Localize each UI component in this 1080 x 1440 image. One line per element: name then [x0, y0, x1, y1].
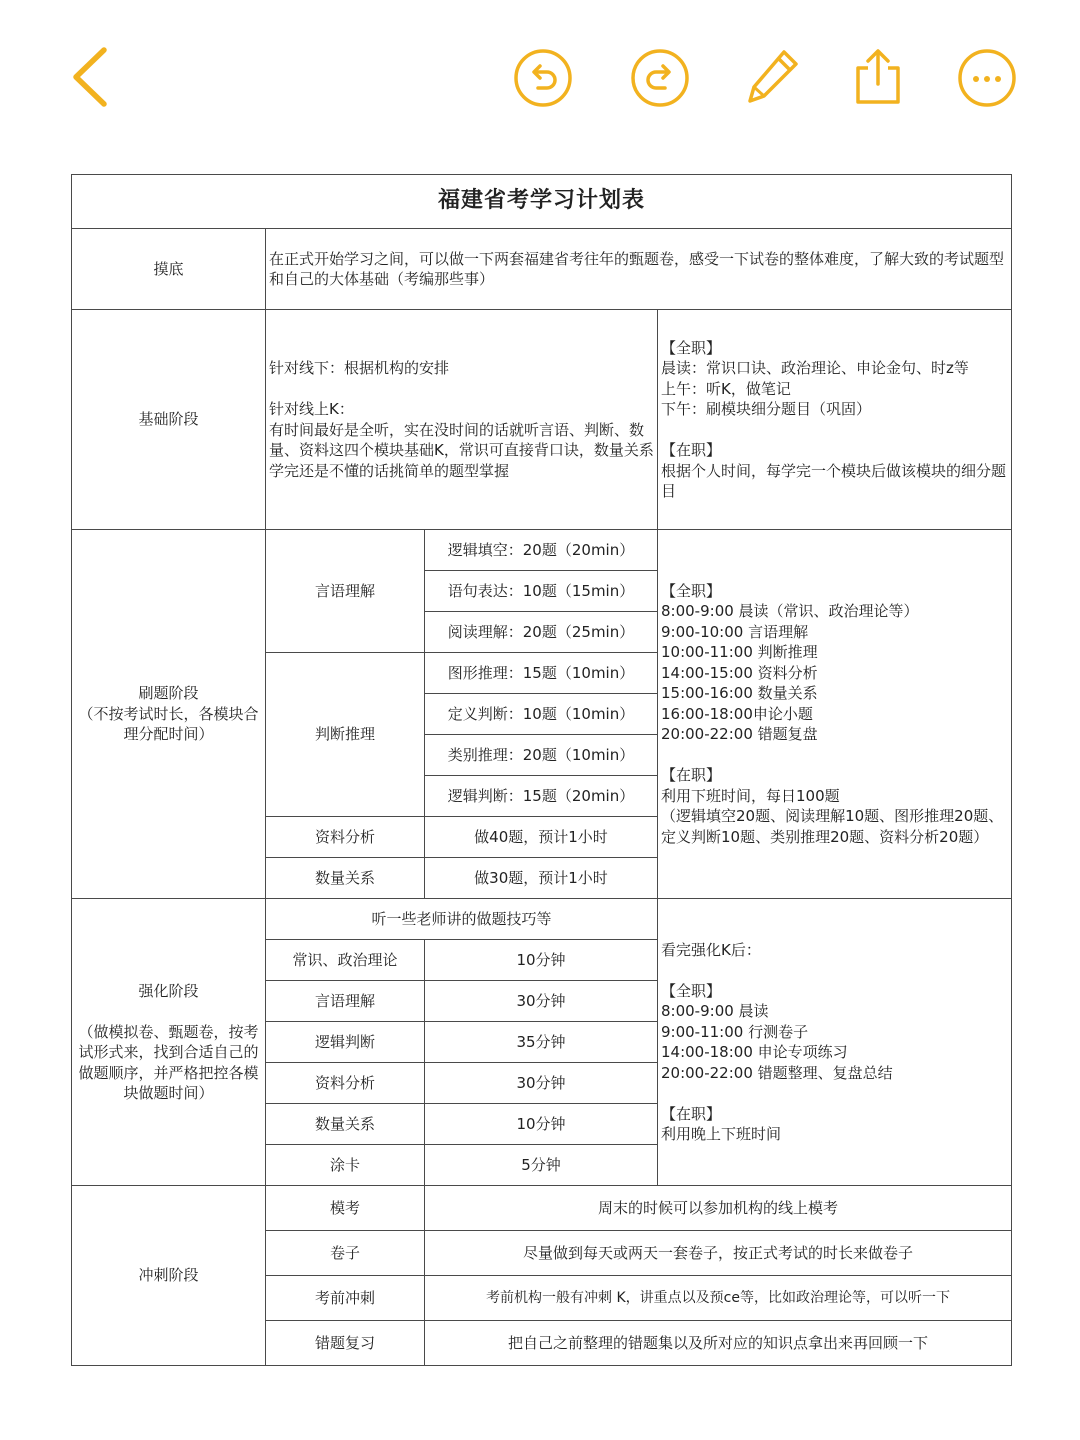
more-button[interactable] — [957, 48, 1017, 108]
table-title: 福建省考学习计划表 — [72, 175, 1012, 229]
qianghua-module: 涂卡 — [266, 1145, 425, 1186]
stage-qianghua: 强化阶段 （做模拟卷、甄题卷，按考试形式来，找到合适自己的做题顺序，并严格把控各模块做题时间） — [72, 899, 266, 1186]
mudi-content: 在正式开始学习之间，可以做一下两套福建省考往年的甄题卷，感受一下试卷的整体难度，了解大致的考试题型和自己的大体基础（考编那些事） — [266, 229, 1012, 310]
chongci-item: 卷子 — [266, 1231, 425, 1276]
chongci-content: 考前机构一般有冲刺 K，讲重点以及预ce等，比如政治理论等，可以听一下 — [425, 1276, 1012, 1321]
stage-jichu: 基础阶段 — [72, 310, 266, 530]
undo-button[interactable] — [513, 48, 573, 108]
shuati-right: 【全职】 8:00-9:00 晨读（常识、政治理论等） 9:00-10:00 言语理解 10:00-11:00 判断推理 14:00-15:00 资料分析 15:00-16:00 数量关系 16:00-18:00申论小题 20:00-22:00 错题复盘 【在职】 利用下班时间，每日100题 （逻辑填空20题、阅读理解10题、图形推理20题、定义判断10题、类别推理20题、资料分析20题） — [658, 530, 1012, 899]
share-icon — [850, 46, 906, 108]
qianghua-header: 听一些老师讲的做题技巧等 — [266, 899, 658, 940]
chongci-content: 尽量做到每天或两天一套卷子，按正式考试的时长来做卷子 — [425, 1231, 1012, 1276]
chongci-item: 错题复习 — [266, 1321, 425, 1366]
qianghua-module: 资料分析 — [266, 1063, 425, 1104]
qianghua-module: 数量关系 — [266, 1104, 425, 1145]
more-icon — [957, 48, 1017, 108]
yanyu-item: 语句表达：10题（15min） — [425, 571, 658, 612]
back-button[interactable] — [62, 44, 122, 110]
jichu-right: 【全职】 晨读：常识口诀、政治理论、申论金句、时z等 上午：听K，做笔记 下午：刷模块细分题目（巩固） 【在职】 根据个人时间，每学完一个模块后做该模块的细分题目 — [658, 310, 1012, 530]
jichu-left: 针对线下：根据机构的安排 针对线上K： 有时间最好是全听，实在没时间的话就听言语、判断、数量、资料这四个模块基础K，常识可直接背口诀，数量关系学完还是不懂的话挑简单的题型掌握 — [266, 310, 658, 530]
pencil-icon — [742, 46, 802, 108]
study-plan-table — [71, 174, 1012, 1366]
share-button[interactable] — [850, 46, 906, 108]
chongci-content: 周末的时候可以参加机构的线上模考 — [425, 1186, 1012, 1231]
panduan-item: 逻辑判断：15题（20min） — [425, 776, 658, 817]
chongci-content: 把自己之前整理的错题集以及所对应的知识点拿出来再回顾一下 — [425, 1321, 1012, 1366]
qianghua-module: 言语理解 — [266, 981, 425, 1022]
module-ziliao: 资料分析 — [266, 817, 425, 858]
module-shuliang: 数量关系 — [266, 858, 425, 899]
qianghua-time: 5分钟 — [425, 1145, 658, 1186]
stage-chongci: 冲刺阶段 — [72, 1186, 266, 1366]
qianghua-right: 看完强化K后： 【全职】 8:00-9:00 晨读 9:00-11:00 行测卷子 14:00-18:00 申论专项练习 20:00-22:00 错题整理、复盘总结 【在职】 利用晚上下班时间 — [658, 899, 1012, 1186]
stage-shuati: 刷题阶段 （不按考试时长，各模块合理分配时间） — [72, 530, 266, 899]
qianghua-time: 10分钟 — [425, 940, 658, 981]
qianghua-time: 30分钟 — [425, 981, 658, 1022]
module-panduan: 判断推理 — [266, 653, 425, 817]
chevron-left-icon — [62, 44, 122, 110]
chongci-item: 模考 — [266, 1186, 425, 1231]
qianghua-time: 10分钟 — [425, 1104, 658, 1145]
redo-icon — [630, 48, 690, 108]
chongci-item: 考前冲刺 — [266, 1276, 425, 1321]
qianghua-time: 30分钟 — [425, 1063, 658, 1104]
qianghua-module: 逻辑判断 — [266, 1022, 425, 1063]
redo-button[interactable] — [630, 48, 690, 108]
yanyu-item: 逻辑填空：20题（20min） — [425, 530, 658, 571]
stage-mudi: 摸底 — [72, 229, 266, 310]
ziliao-plan: 做40题，预计1小时 — [425, 817, 658, 858]
qianghua-time: 35分钟 — [425, 1022, 658, 1063]
undo-icon — [513, 48, 573, 108]
shuliang-plan: 做30题，预计1小时 — [425, 858, 658, 899]
qianghua-module: 常识、政治理论 — [266, 940, 425, 981]
edit-button[interactable] — [742, 46, 802, 108]
yanyu-item: 阅读理解：20题（25min） — [425, 612, 658, 653]
panduan-item: 类别推理：20题（10min） — [425, 735, 658, 776]
module-yanyu: 言语理解 — [266, 530, 425, 653]
panduan-item: 图形推理：15题（10min） — [425, 653, 658, 694]
top-toolbar — [0, 0, 1080, 150]
panduan-item: 定义判断：10题（10min） — [425, 694, 658, 735]
